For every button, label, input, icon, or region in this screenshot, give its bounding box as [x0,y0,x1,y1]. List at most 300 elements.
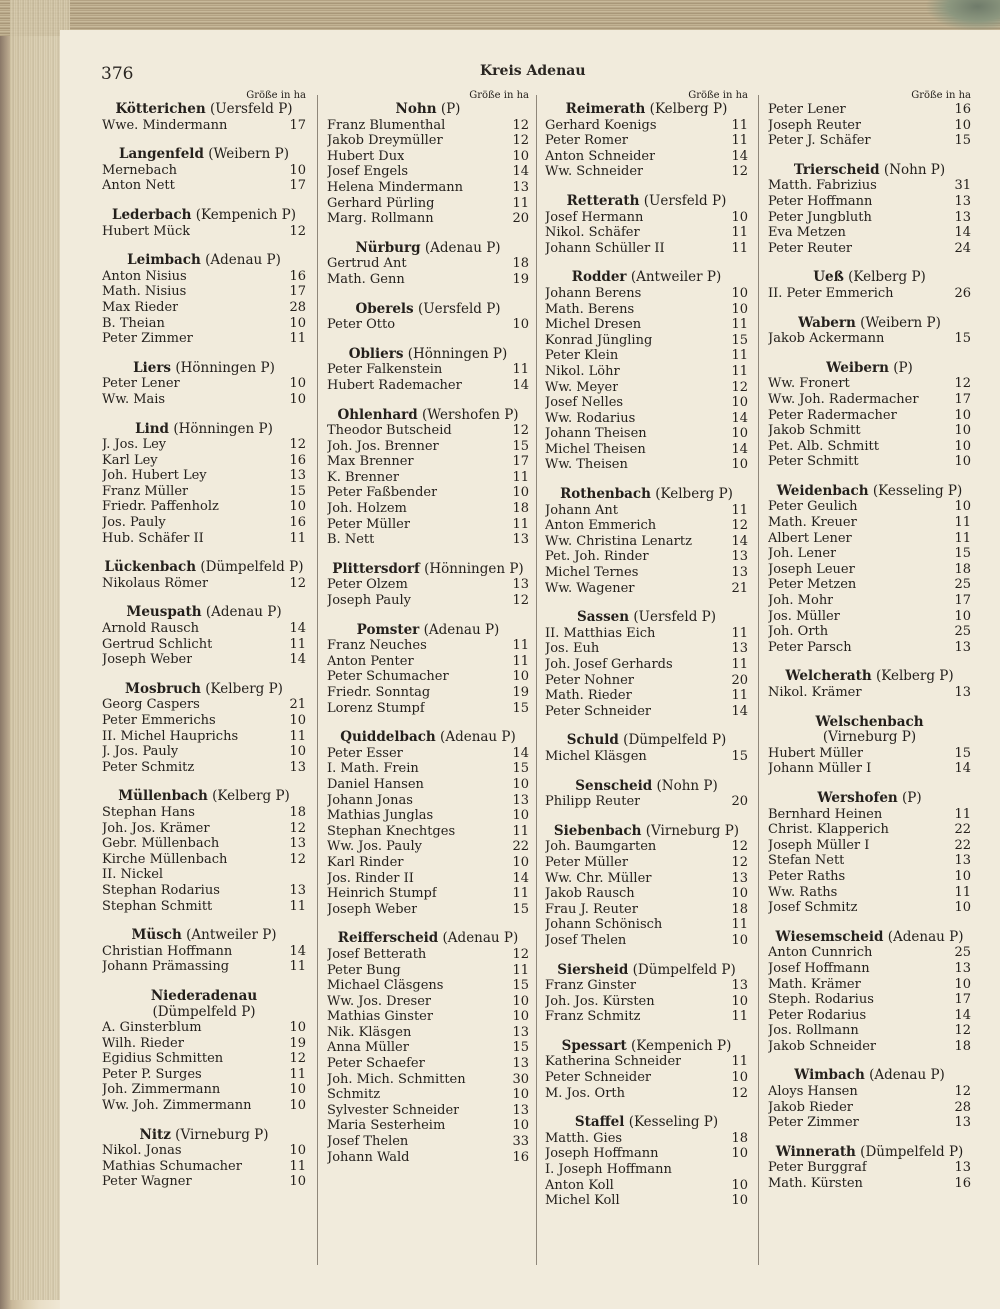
locality-name: Welschenbach [815,713,924,730]
owner-name: Katherina Schneider [545,1054,682,1070]
owner-name: Ww. Raths [768,884,838,900]
owner-entry [545,1162,748,1178]
owner-name: Friedr. Sonntag [327,685,431,700]
locality-name: Winnerath [775,1143,856,1160]
locality-heading [768,715,971,731]
owner-name: Peter Raths [768,868,846,884]
running-title: Kreis Adenau [480,63,586,79]
owner-name: Math. Krämer [768,976,861,992]
owner-entry [102,316,306,332]
owner-entry [545,933,748,949]
holding-size: 10 [954,499,971,515]
owner-name: Ww. Mais [102,391,166,407]
locality-name: Mosbruch [125,680,201,697]
parish-label: (Kelberg P) [848,269,926,286]
owner-entry [327,423,529,439]
owner-name: Ww. Rodarius [545,410,636,426]
owner-entry [102,118,306,134]
owner-entry [768,961,971,977]
owner-entry [327,118,529,134]
holding-size: 21 [731,580,748,596]
owner-name: Joh. Lener [768,546,837,562]
owner-entry [102,284,306,300]
holding-size: 13 [289,882,306,898]
holding-size: 11 [731,1009,748,1025]
holding-size: 12 [731,379,748,395]
owner-entry [545,1193,748,1209]
owner-name: Jos. Müller [768,608,840,624]
owner-name: Jakob Ackermann [768,331,885,347]
owner-name: Gerhard Pürling [327,195,435,211]
owner-entry [768,685,971,701]
owner-entry [768,562,971,578]
owner-entry [768,241,971,257]
owner-entry [327,871,529,887]
holding-size: 10 [731,1070,748,1086]
owner-name: Stephan Schmitt [102,898,213,914]
locality-name: Plittersdorf [332,560,420,577]
owner-name: J. Jos. Ley [102,437,167,453]
owner-name: Peter Schmitt [768,454,859,470]
owner-name: Peter Zimmer [768,1115,859,1131]
owner-entry [545,839,748,855]
owner-entry [768,515,971,531]
holding-size: 15 [954,745,971,761]
holding-size: 15 [512,1040,529,1056]
parish-label: (Dümpelfeld P) [860,1143,964,1160]
holding-size: 15 [512,700,529,716]
owner-entry [102,697,306,713]
holding-size: 11 [731,688,748,704]
holding-size: 11 [512,516,529,532]
holding-size: 12 [954,1023,971,1039]
owner-entry [327,149,529,165]
page-number: 376 [101,64,134,84]
owner-name: Peter Geulich [768,499,858,515]
owner-entry [768,1100,971,1116]
owner-name: Ww. Joh. Zimmermann [102,1098,252,1114]
owner-entry [545,333,748,349]
locality-name: Siersheid [557,961,629,978]
parish-label: (Virneburg P) [822,729,917,746]
owner-name: Ww. Theisen [545,457,628,473]
holding-size: 11 [731,363,748,379]
owner-entry [768,609,971,625]
owner-name: Peter Parsch [768,639,852,655]
holding-size: 10 [512,1009,529,1025]
owner-name: Johann Wald [327,1149,410,1165]
owner-entry [768,194,971,210]
holding-size: 13 [954,853,971,869]
owner-name: Helena Mindermann [327,179,464,195]
owner-name: Peter Radermacher [768,407,897,423]
owner-entry [327,256,529,272]
owner-entry [768,977,971,993]
holding-size: 14 [289,652,306,668]
owner-entry [545,871,748,887]
locality-heading [545,963,748,979]
locality-heading [327,730,529,746]
owner-name: Peter Otto [327,317,396,333]
owner-entry [327,485,529,501]
owner-entry [768,531,971,547]
owner-name: Anton Schneider [545,148,656,164]
parish-label: (Adenau P) [440,729,516,746]
holding-size: 12 [512,946,529,962]
owner-entry [327,211,529,227]
locality-name: Reifferscheid [337,930,439,947]
holding-size: 10 [289,499,306,515]
holding-size: 11 [289,636,306,652]
holding-size: 15 [731,748,748,764]
owner-entry [545,1086,748,1102]
locality-heading [102,1128,306,1144]
holding-size: 12 [289,851,306,867]
holding-size: 11 [954,515,971,531]
locality-name: Spessart [561,1037,627,1054]
owner-entry [768,423,971,439]
locality-name: Rothenbach [560,486,651,503]
owner-name: Mathias Ginster [327,1009,434,1025]
owner-entry [768,577,971,593]
owner-name: Joseph Weber [327,901,418,917]
owner-name: Ww. Jos. Pauly [327,839,422,855]
owner-name: Jos. Rollmann [768,1023,859,1039]
parish-label: (Adenau P) [205,252,281,269]
parish-label: (P) [902,789,922,806]
holding-size: 10 [289,162,306,178]
owner-name: Michel Theisen [545,441,646,457]
owner-name: Johann Prämassing [102,959,230,975]
owner-name: Hubert Mück [102,223,191,239]
owner-entry [545,688,748,704]
holding-size: 12 [731,854,748,870]
owner-name: Josef Nelles [545,395,624,411]
owner-name: B. Nett [327,532,375,548]
owner-entry [327,824,529,840]
owner-entry [327,454,529,470]
size-header: Größe in ha [911,90,971,101]
locality-heading [768,669,971,685]
parish-label: (Adenau P) [424,239,501,256]
holding-size: 10 [512,485,529,501]
owner-entry [327,1087,529,1103]
owner-entry [102,1174,306,1190]
owner-entry [545,917,748,933]
owner-name: Peter Nohner [545,672,634,688]
owner-name: II. Peter Emmerich [768,285,894,301]
holding-size: 10 [954,117,971,133]
holding-size: 10 [954,900,971,916]
holding-size: 15 [512,901,529,917]
holding-size: 11 [731,225,748,241]
locality-heading [327,302,529,318]
parish-label: (Wershofen P) [421,406,519,423]
owner-entry [545,994,748,1010]
parish-label: (Antweiler P) [186,927,277,944]
holding-size: 18 [289,804,306,820]
owner-name: Georg Caspers [102,697,200,713]
owner-name: Nik. Kläsgen [327,1024,412,1040]
column-3 [545,90,748,1209]
owner-name: Arnold Rausch [102,621,199,637]
owner-entry [102,805,306,821]
holding-size: 11 [731,240,748,256]
owner-entry [545,426,748,442]
owner-name: Ww. Joh. Radermacher [768,391,919,407]
locality-heading [545,824,748,840]
locality-name: Schuld [566,732,619,749]
holding-size: 28 [289,299,306,315]
owner-name: Peter Müller [545,854,629,870]
holding-size: 11 [731,1054,748,1070]
owner-entry [545,149,748,165]
owner-entry [768,1084,971,1100]
holding-size: 26 [954,285,971,301]
owner-name: Ww. Schneider [545,164,644,180]
owner-name: Mernebach [102,162,178,178]
locality-heading [102,789,306,805]
holding-size: 20 [512,211,529,227]
owner-name: Schmitz [327,1087,381,1103]
locality-name: Müsch [131,927,182,944]
owner-name: Peter Zimmer [102,331,193,347]
holding-size: 17 [512,454,529,470]
owner-name: Philipp Reuter [545,794,641,810]
holding-size: 11 [289,1158,306,1174]
owner-entry [327,654,529,670]
locality-name: Welcherath [785,668,872,685]
holding-size: 10 [731,285,748,301]
holding-size: 10 [731,1177,748,1193]
owner-name: Josef Thelen [327,1134,409,1150]
owner-name: Jakob Schmitt [768,423,861,439]
size-header: Größe in ha [688,90,748,101]
owner-name: Nikol. Krämer [768,685,862,700]
locality-heading [768,316,971,332]
owner-entry [545,302,748,318]
holding-size: 33 [512,1134,529,1150]
holding-size: 20 [731,794,748,810]
owner-entry [327,808,529,824]
owner-entry [102,1051,306,1067]
holding-size: 16 [512,1149,529,1165]
holding-size: 11 [512,653,529,669]
owner-name: Wwe. Mindermann [102,117,228,133]
owner-name: Joseph Müller I [768,837,870,853]
holding-size: 13 [954,960,971,976]
owner-name: Jos. Pauly [102,515,166,531]
locality-name: Weidenbach [776,482,869,499]
owner-entry [102,224,306,240]
locality-name: Quiddelbach [340,729,436,746]
owner-entry [768,286,971,302]
owner-entry [327,1072,529,1088]
holding-size: 11 [512,195,529,211]
holding-size: 14 [954,1007,971,1023]
owner-name: Karl Rinder [327,854,404,870]
owner-entry [327,1150,529,1166]
owner-entry [768,900,971,916]
locality-heading [545,102,748,118]
owner-name: Johann Schüller II [545,240,665,256]
owner-name: Michel Koll [545,1193,620,1209]
owner-name: Peter J. Schäfer [768,133,871,149]
holding-size: 18 [954,1038,971,1054]
locality-heading [545,733,748,749]
owner-name: Heinrich Stumpf [327,886,437,902]
locality-name: Pomster [356,621,420,638]
holding-size: 14 [954,225,971,241]
owner-entry [545,1009,748,1025]
holding-size: 12 [954,1084,971,1100]
owner-entry [768,118,971,134]
size-header: Größe in ha [246,90,306,101]
parish-label: (Hönningen P) [424,560,524,577]
locality-name: Niederadenau [150,987,258,1004]
parish-label: (Kempenich P) [631,1037,732,1054]
locality-name: Nitz [139,1126,171,1143]
owner-entry [768,761,971,777]
owner-name: Franz Schmitz [545,1009,641,1025]
owner-name: Peter Olzem [327,577,408,593]
owner-name: Joseph Hoffmann [545,1146,659,1162]
owner-entry [102,1143,306,1159]
owner-entry [768,102,971,118]
owner-name: Math. Genn [327,271,405,287]
owner-entry [102,576,306,592]
book-page [60,30,1000,1309]
owner-entry [545,241,748,257]
holding-size: 13 [512,1102,529,1118]
owner-name: Maria Sesterheim [327,1118,446,1134]
owner-name: Math. Nisius [102,284,187,300]
holding-size: 10 [289,1082,306,1098]
owner-name: Josef Hermann [545,209,644,225]
owner-entry [768,807,971,823]
owner-name: Daniel Hansen [327,776,424,792]
owner-name: Matth. Fabrizius [768,178,877,194]
holding-size: 11 [512,469,529,485]
holding-size: 11 [512,823,529,839]
owner-entry [102,515,306,531]
owner-entry [768,822,971,838]
parish-label: (Hönningen P) [175,359,275,376]
locality-name: Leimbach [127,252,201,269]
owner-entry [545,503,748,519]
locality-heading [102,605,306,621]
holding-size: 11 [512,886,529,902]
owner-name: Stefan Nett [768,853,845,869]
holding-size: 15 [954,546,971,562]
owner-entry [768,499,971,515]
holding-size: 10 [512,1118,529,1134]
owner-name: Peter Lener [768,102,846,117]
holding-size: 13 [512,577,529,593]
holding-size: 12 [289,437,306,453]
owner-entry [102,392,306,408]
holding-size: 11 [731,348,748,364]
parish-label: (Weibern P) [860,314,941,331]
holding-size: 13 [954,639,971,655]
holding-size: 16 [289,268,306,284]
owner-name: Ww. Christina Lenartz [545,533,692,549]
owner-name: Theodor Butscheid [327,423,452,439]
owner-name: Christian Hoffmann [102,943,233,959]
owner-entry [327,701,529,717]
holding-size: 10 [954,454,971,470]
locality-heading [102,253,306,269]
owner-entry [768,992,971,1008]
owner-name: Pet. Alb. Schmitt [768,438,879,454]
holding-size: 14 [731,148,748,164]
owner-name: Peter Schmitz [102,759,195,775]
owner-name: Marg. Rollmann [327,211,434,227]
holding-size: 18 [954,561,971,577]
locality-heading [102,147,306,163]
holding-size: 10 [289,391,306,407]
owner-name: Franz Ginster [545,978,637,994]
holding-size: 18 [512,256,529,272]
holding-size: 19 [512,271,529,287]
locality-heading [768,1145,971,1161]
owner-name: Math. Rieder [545,688,632,704]
owner-name: Gertrud Ant [327,256,407,272]
owner-entry [545,641,748,657]
locality-name: Nohn [395,101,437,117]
locality-heading [768,361,971,377]
owner-entry [327,978,529,994]
owner-entry [768,1008,971,1024]
holding-size: 10 [512,993,529,1009]
holding-size: 30 [512,1071,529,1087]
owner-name: Johann Ant [545,502,619,518]
parish-label: (Dümpelfeld P) [632,961,736,978]
owner-entry [545,286,748,302]
holding-size: 10 [731,395,748,411]
owner-name: Max Brenner [327,454,414,470]
owner-entry [545,1070,748,1086]
holding-size: 22 [954,822,971,838]
holding-size: 13 [512,1056,529,1072]
holding-size: 19 [289,1035,306,1051]
owner-name: Joseph Leuer [768,561,855,577]
owner-entry [327,947,529,963]
locality-heading [327,562,529,578]
owner-entry [768,746,971,762]
owner-name: II. Michel Hauprichs [102,728,239,744]
parish-label: (Uersfeld P) [633,609,716,626]
owner-entry [102,531,306,547]
owner-entry [102,163,306,179]
holding-size: 15 [289,483,306,499]
owner-entry [545,1146,748,1162]
owner-name: Peter Reuter [768,240,853,256]
holding-size: 14 [512,164,529,180]
owner-name: Mathias Junglas [327,808,434,824]
owner-name: Lorenz Stumpf [327,700,425,716]
owner-name: Joseph Reuter [768,117,862,133]
owner-entry [327,1025,529,1041]
owner-name: J. Jos. Pauly [102,744,179,760]
owner-entry [102,637,306,653]
size-header: Größe in ha [469,90,529,101]
column-rule [317,95,318,1265]
holding-size: 12 [731,518,748,534]
holding-size: 13 [731,549,748,565]
holding-size: 18 [512,501,529,517]
owner-entry [545,225,748,241]
